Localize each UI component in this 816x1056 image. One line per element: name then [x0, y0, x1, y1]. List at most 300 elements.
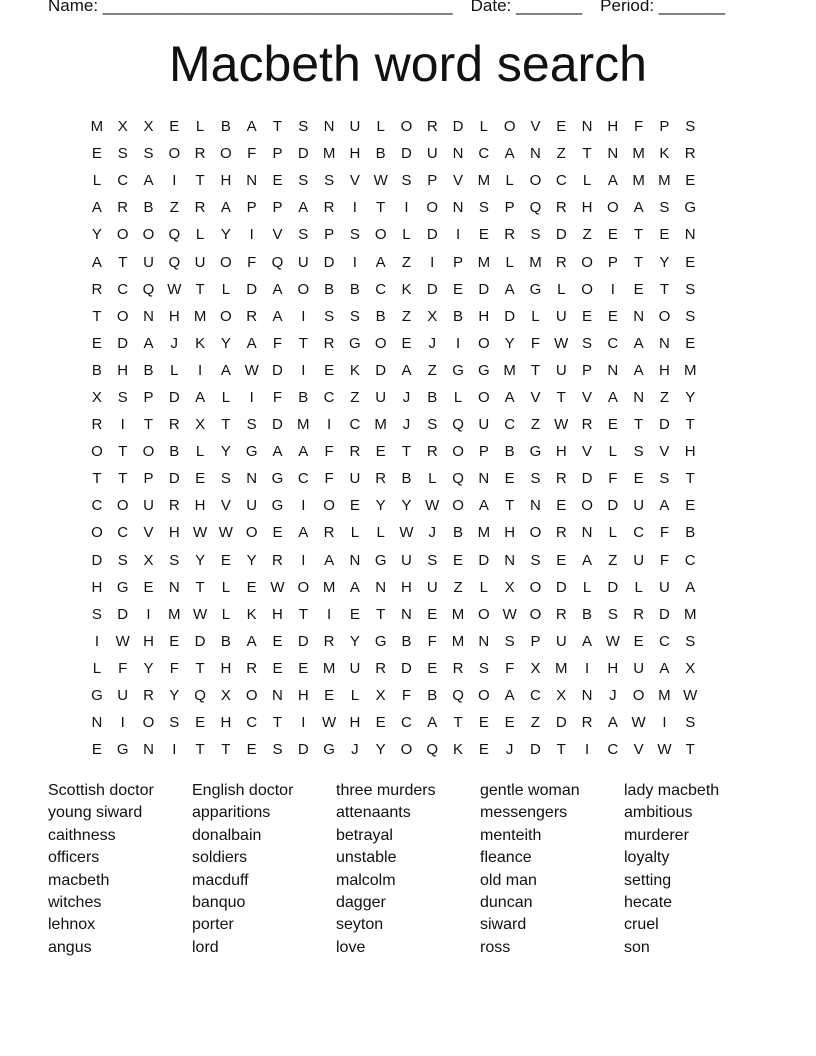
grid-letter: T	[221, 416, 231, 434]
grid-letter: J	[428, 334, 436, 352]
grid-letter: E	[91, 145, 102, 163]
grid-letter: W	[657, 741, 672, 759]
grid-letter: R	[375, 659, 387, 677]
grid-letter: C	[659, 632, 670, 650]
grid-letter: R	[581, 714, 593, 732]
grid-letter: G	[245, 443, 258, 461]
grid-letter: I	[352, 199, 357, 217]
grid-letter: O	[116, 497, 129, 515]
grid-letter: A	[607, 172, 618, 190]
grid-letter: P	[582, 361, 593, 379]
grid-letter: E	[556, 497, 567, 515]
grid-letter: D	[272, 416, 283, 434]
grid-letter: S	[607, 605, 618, 623]
word-list-item: macduff	[192, 871, 249, 889]
grid-letter: R	[91, 416, 103, 434]
grid-letter: H	[91, 578, 103, 596]
grid-letter: J	[402, 388, 411, 406]
grid-letter: T	[272, 118, 283, 136]
grid-letter: M	[168, 605, 181, 623]
grid-letter: A	[633, 361, 644, 379]
grid-letter: B	[349, 280, 360, 298]
grid-letter: N	[452, 145, 464, 163]
grid-row	[84, 276, 732, 303]
grid-letter: V	[349, 172, 360, 190]
word-list-item: lord	[192, 938, 219, 956]
grid-letter: X	[143, 118, 154, 136]
grid-letter: O	[452, 443, 464, 461]
grid-letter: S	[530, 226, 541, 244]
grid-row	[84, 736, 732, 763]
grid-letter: T	[685, 470, 695, 488]
grid-letter: E	[375, 714, 386, 732]
grid-letter: R	[426, 443, 438, 461]
grid-letter: H	[504, 524, 516, 542]
grid-letter: V	[582, 388, 593, 406]
grid-letter: T	[376, 199, 386, 217]
grid-letter: I	[198, 361, 203, 379]
grid-letter: G	[271, 470, 284, 488]
grid-letter: V	[220, 497, 231, 515]
grid-letter: T	[505, 497, 515, 515]
grid-letter: N	[659, 334, 670, 352]
grid-letter: S	[246, 416, 257, 434]
word-column	[336, 780, 480, 959]
grid-letter: R	[426, 118, 438, 136]
word-column	[48, 780, 192, 959]
grid-letter: A	[324, 551, 335, 569]
grid-letter: E	[504, 714, 515, 732]
grid-letter: S	[582, 334, 593, 352]
grid-letter: P	[143, 388, 154, 406]
grid-letter: Y	[659, 253, 670, 271]
grid-letter: M	[322, 578, 336, 596]
grid-letter: P	[453, 253, 464, 271]
grid-letter: E	[504, 470, 515, 488]
word-list-item: lady macbeth	[624, 782, 720, 799]
grid-letter: S	[427, 416, 438, 434]
grid-letter: W	[399, 524, 414, 542]
grid-letter: D	[401, 659, 412, 677]
grid-letter: W	[631, 714, 646, 732]
grid-letter: P	[272, 199, 283, 217]
grid-letter: S	[349, 226, 360, 244]
grid-letter: V	[582, 443, 593, 461]
grid-letter: O	[297, 280, 310, 298]
grid-letter: L	[221, 578, 231, 596]
grid-letter: H	[581, 199, 593, 217]
grid-letter: R	[555, 470, 567, 488]
grid-letter: Q	[452, 470, 464, 488]
grid-letter: W	[425, 497, 440, 515]
word-list-item: duncan	[480, 894, 533, 912]
grid-letter: I	[430, 253, 435, 271]
grid-letter: L	[402, 226, 411, 244]
grid-letter: I	[404, 199, 409, 217]
grid-letter: X	[220, 687, 231, 705]
grid-letter: L	[195, 118, 205, 136]
grid-letter: C	[246, 714, 258, 732]
grid-letter: A	[504, 145, 515, 163]
grid-letter: H	[607, 118, 619, 136]
grid-letter: Q	[452, 416, 464, 434]
word-list-item: love	[336, 938, 366, 956]
word-list-item: dagger	[336, 894, 386, 912]
grid-letter: L	[350, 687, 360, 705]
grid-letter: R	[323, 334, 335, 352]
grid-letter: Z	[556, 145, 566, 163]
grid-letter: S	[324, 172, 335, 190]
grid-letter: I	[301, 307, 306, 325]
grid-letter: U	[633, 551, 645, 569]
grid-letter: N	[401, 605, 412, 623]
grid-letter: L	[505, 253, 514, 271]
grid-letter: D	[297, 145, 309, 163]
grid-letter: B	[504, 443, 515, 461]
grid-letter: H	[168, 524, 180, 542]
grid-letter: M	[477, 253, 491, 271]
grid-letter: C	[117, 280, 129, 298]
grid-letter: P	[246, 199, 257, 217]
grid-letter: E	[272, 659, 283, 677]
grid-letter: S	[117, 145, 128, 163]
grid-letter: Y	[195, 551, 206, 569]
grid-row	[84, 140, 732, 167]
grid-letter: O	[374, 334, 387, 352]
grid-letter: X	[117, 118, 128, 136]
grid-letter: B	[298, 388, 309, 406]
grid-letter: R	[452, 659, 464, 677]
grid-letter: L	[195, 226, 205, 244]
grid-letter: O	[116, 226, 129, 244]
grid-letter: A	[659, 497, 670, 515]
grid-letter: N	[375, 578, 387, 596]
grid-letter: O	[116, 307, 129, 325]
date-field-label: Date: _______	[470, 0, 583, 15]
grid-letter: D	[323, 253, 335, 271]
grid-letter: O	[503, 118, 516, 136]
grid-letter: R	[581, 416, 593, 434]
grid-letter: A	[401, 361, 412, 379]
grid-letter: V	[530, 388, 541, 406]
grid-letter: S	[117, 551, 128, 569]
grid-letter: A	[272, 280, 283, 298]
grid-letter: R	[684, 145, 696, 163]
grid-row	[84, 655, 732, 682]
grid-letter: U	[349, 470, 361, 488]
grid-letter: O	[245, 524, 258, 542]
grid-letter: W	[167, 280, 182, 298]
grid-letter: B	[685, 524, 696, 542]
grid-row	[84, 465, 732, 492]
grid-letter: F	[659, 524, 670, 542]
grid-letter: X	[427, 307, 438, 325]
word-list-item: setting	[624, 871, 672, 889]
grid-row	[84, 330, 732, 357]
grid-letter: V	[272, 226, 283, 244]
grid-letter: M	[451, 605, 465, 623]
grid-letter: A	[504, 280, 515, 298]
grid-letter: L	[92, 172, 102, 190]
grid-letter: M	[683, 361, 697, 379]
grid-letter: L	[221, 280, 231, 298]
grid-letter: O	[529, 524, 542, 542]
grid-letter: G	[374, 632, 387, 650]
grid-letter: C	[375, 280, 387, 298]
grid-letter: Q	[426, 741, 439, 759]
grid-letter: E	[169, 118, 180, 136]
grid-letter: N	[349, 551, 361, 569]
grid-letter: A	[143, 334, 154, 352]
grid-letter: E	[685, 253, 696, 271]
grid-letter: F	[505, 659, 515, 677]
grid-letter: T	[272, 714, 283, 732]
grid-letter: C	[555, 172, 567, 190]
grid-letter: E	[685, 334, 696, 352]
grid-row	[84, 303, 732, 330]
grid-letter: D	[659, 605, 670, 623]
grid-letter: S	[401, 172, 412, 190]
grid-row	[84, 628, 732, 655]
grid-letter: S	[143, 145, 154, 163]
grid-letter: Z	[350, 388, 360, 406]
grid-letter: L	[195, 443, 205, 461]
grid-letter: E	[272, 524, 283, 542]
grid-letter: M	[322, 145, 336, 163]
grid-letter: M	[658, 687, 671, 705]
grid-row	[84, 357, 732, 384]
grid-letter: Q	[271, 253, 284, 271]
grid-letter: D	[117, 605, 129, 623]
grid-letter: U	[426, 578, 438, 596]
grid-letter: R	[143, 687, 154, 705]
grid-letter: T	[530, 361, 541, 379]
grid-letter: U	[143, 253, 154, 271]
grid-letter: T	[401, 443, 412, 461]
grid-letter: N	[272, 687, 283, 705]
grid-letter: Z	[659, 388, 670, 406]
grid-letter: L	[170, 361, 179, 379]
grid-letter: J	[609, 687, 617, 705]
grid-letter: E	[633, 632, 644, 650]
page-title: Macbeth word search	[168, 36, 647, 92]
grid-letter: H	[607, 659, 619, 677]
grid-letter: Z	[401, 307, 412, 325]
grid-letter: O	[245, 687, 258, 705]
grid-letter: C	[117, 524, 129, 542]
grid-letter: I	[455, 226, 461, 244]
grid-letter: S	[659, 470, 670, 488]
grid-letter: M	[554, 659, 568, 677]
grid-letter: C	[478, 145, 490, 163]
grid-letter: Y	[220, 226, 231, 244]
grid-letter: H	[478, 307, 490, 325]
grid-letter: E	[633, 470, 644, 488]
word-list-item: Scottish doctor	[48, 782, 154, 799]
grid-letter: N	[684, 226, 696, 244]
grid-letter: K	[453, 741, 464, 759]
grid-letter: F	[608, 470, 618, 488]
grid-letter: Q	[142, 280, 155, 298]
grid-letter: M	[683, 605, 697, 623]
grid-letter: E	[453, 280, 464, 298]
grid-letter: X	[91, 388, 102, 406]
grid-letter: X	[685, 659, 696, 677]
grid-letter: O	[581, 497, 593, 515]
grid-letter: H	[220, 172, 232, 190]
grid-letter: E	[478, 226, 489, 244]
grid-letter: E	[453, 551, 464, 569]
grid-letter: A	[91, 253, 102, 271]
word-list-item: angus	[48, 938, 92, 956]
grid-letter: N	[143, 741, 154, 759]
grid-letter: F	[118, 659, 128, 677]
grid-letter: T	[376, 605, 386, 623]
grid-letter: W	[373, 172, 388, 190]
grid-letter: F	[634, 118, 644, 136]
grid-letter: N	[143, 307, 154, 325]
grid-letter: R	[91, 280, 103, 298]
grid-letter: O	[142, 226, 155, 244]
grid-letter: H	[143, 632, 154, 650]
grid-letter: S	[530, 470, 541, 488]
grid-letter: A	[659, 659, 670, 677]
grid-letter: D	[504, 307, 516, 325]
grid-letter: E	[143, 578, 154, 596]
grid-letter: A	[91, 199, 102, 217]
grid-letter: T	[659, 280, 670, 298]
grid-letter: M	[90, 118, 104, 136]
grid-letter: F	[324, 443, 334, 461]
grid-row	[84, 438, 732, 465]
grid-letter: O	[220, 253, 232, 271]
grid-letter: A	[633, 199, 644, 217]
grid-letter: R	[323, 524, 335, 542]
grid-letter: N	[246, 470, 258, 488]
grid-letter: Y	[143, 659, 154, 677]
grid-letter: O	[374, 226, 387, 244]
grid-letter: B	[453, 524, 464, 542]
grid-letter: G	[374, 551, 387, 569]
grid-letter: T	[118, 470, 128, 488]
grid-letter: T	[685, 416, 695, 434]
grid-letter: N	[168, 578, 180, 596]
word-column	[192, 780, 336, 959]
grid-letter: U	[633, 497, 645, 515]
grid-letter: P	[143, 470, 154, 488]
grid-letter: Z	[582, 226, 592, 244]
grid-letter: D	[297, 632, 309, 650]
grid-letter: P	[427, 172, 438, 190]
grid-letter: L	[376, 524, 385, 542]
grid-letter: T	[298, 605, 308, 623]
grid-letter: K	[195, 334, 206, 352]
grid-letter: L	[92, 659, 102, 677]
grid-letter: Y	[246, 551, 257, 569]
grid-letter: B	[375, 145, 386, 163]
grid-letter: B	[427, 687, 438, 705]
grid-letter: E	[478, 741, 489, 759]
grid-letter: A	[478, 497, 489, 515]
grid-letter: V	[530, 118, 541, 136]
grid-letter: T	[685, 741, 695, 759]
grid-letter: O	[142, 714, 155, 732]
grid-letter: P	[530, 632, 541, 650]
grid-letter: G	[323, 741, 335, 759]
grid-letter: F	[272, 334, 283, 352]
grid-letter: M	[322, 659, 336, 677]
word-column	[624, 780, 768, 959]
grid-letter: G	[529, 280, 542, 298]
grid-letter: J	[505, 741, 514, 759]
grid-letter: D	[426, 226, 438, 244]
grid-letter: O	[581, 253, 593, 271]
grid-letter: V	[453, 172, 464, 190]
grid-letter: L	[479, 578, 489, 596]
grid-letter: R	[117, 199, 129, 217]
grid-letter: E	[91, 334, 102, 352]
grid-letter: I	[301, 361, 306, 379]
grid-letter: I	[301, 497, 306, 515]
grid-letter: A	[220, 361, 231, 379]
grid-letter: L	[531, 307, 540, 325]
grid-letter: C	[401, 714, 412, 732]
word-list-item: soldiers	[192, 849, 248, 867]
grid-letter: T	[634, 416, 644, 434]
word-list-item: loyalty	[624, 849, 670, 867]
grid-letter: R	[246, 307, 258, 325]
grid-letter: R	[272, 551, 283, 569]
grid-letter: X	[556, 687, 567, 705]
grid-row	[84, 601, 732, 628]
grid-letter: Y	[169, 687, 180, 705]
grid-letter: W	[605, 632, 620, 650]
grid-letter: T	[634, 253, 644, 271]
grid-letter: R	[323, 199, 335, 217]
grid-letter: I	[301, 714, 306, 732]
grid-letter: T	[92, 470, 102, 488]
grid-letter: I	[146, 605, 151, 623]
grid-letter: W	[193, 524, 208, 542]
grid-letter: W	[244, 361, 259, 379]
grid-letter: C	[91, 497, 103, 515]
grid-letter: T	[634, 226, 644, 244]
grid-letter: V	[143, 524, 154, 542]
word-list-item: malcolm	[336, 871, 396, 889]
grid-letter: X	[195, 416, 206, 434]
grid-row	[84, 574, 732, 601]
grid-letter: U	[555, 307, 567, 325]
grid-letter: S	[91, 605, 102, 623]
grid-letter: H	[349, 714, 361, 732]
grid-letter: D	[297, 741, 309, 759]
grid-letter: L	[505, 172, 514, 190]
grid-letter: S	[504, 632, 515, 650]
word-list-item: caithness	[48, 826, 116, 844]
word-list-item: three murders	[336, 782, 436, 799]
grid-letter: O	[91, 443, 103, 461]
grid-letter: O	[529, 605, 542, 623]
grid-letter: A	[375, 253, 386, 271]
grid-letter: Z	[453, 578, 463, 596]
grid-letter: H	[401, 578, 412, 596]
grid-letter: B	[324, 280, 335, 298]
grid-letter: R	[246, 659, 258, 677]
grid-letter: K	[659, 145, 670, 163]
grid-letter: Y	[220, 334, 231, 352]
grid-letter: J	[351, 741, 359, 759]
grid-letter: W	[270, 578, 285, 596]
